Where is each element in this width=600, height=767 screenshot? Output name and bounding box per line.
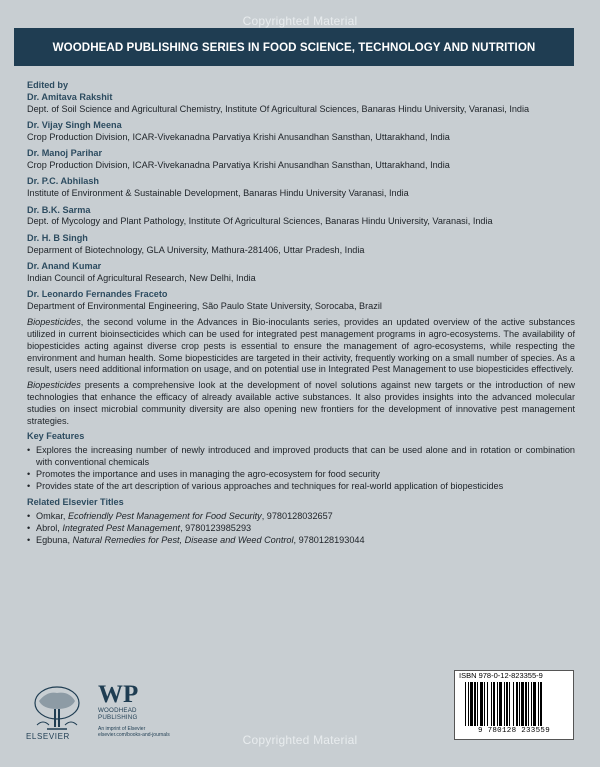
related-titles-list [27, 511, 575, 546]
related-isbn: , 9780128032657 [261, 511, 333, 522]
description-paragraph-1 [27, 317, 575, 376]
watermark-top: Copyrighted Material [242, 14, 358, 28]
editor-name: Dr. Anand Kumar [27, 260, 102, 271]
editor-item [27, 261, 575, 285]
key-feature-item: • Promotes the importance and uses in managing the agro-ecosystem for food security [27, 469, 575, 481]
related-title: Natural Remedies for Pest, Disease and Weed Control [72, 534, 294, 545]
description-paragraph-2 [27, 380, 575, 427]
editor-name: Dr. P.C. Abhilash [27, 176, 100, 187]
editor-item [27, 92, 575, 116]
imprint-line2: elsevier.com/books-and-journals [98, 731, 170, 738]
editor-affiliation: Crop Production Division, ICAR-Vivekanadna Parvatiya Krishi Anusandhan Sansthan, Uttarakhand, India [27, 159, 450, 170]
related-isbn: , 9780123985293 [180, 523, 252, 534]
book-title-italic: Biopesticides [27, 380, 81, 391]
wp-logo-text: WP [98, 681, 139, 708]
editor-affiliation: Indian Council of Agricultural Research, New Delhi, India [27, 272, 256, 283]
editor-affiliation: Dept. of Mycology and Plant Pathology, Institute Of Agricultural Sciences, Banaras Hindu University, Varanasi, India [27, 216, 493, 227]
editor-item [27, 289, 575, 313]
wp-name-line1: WOODHEAD [98, 707, 137, 714]
barcode-number: 9 780128 233559 [477, 727, 550, 735]
editor-affiliation: Institute of Environment & Sustainable Development, Banaras Hindu University Varanasi, India [27, 188, 409, 199]
related-author: Egbuna, [36, 534, 73, 545]
elsevier-wordmark: ELSEVIER [26, 732, 70, 741]
related-isbn: , 9780128193044 [293, 534, 365, 545]
editor-affiliation: Dept. of Soil Science and Agricultural Chemistry, Institute Of Agricultural Sciences, Banaras Hindu University, Varanasi, India [27, 103, 530, 114]
isbn-label: ISBN 978-0-12-823355-9 [459, 671, 543, 680]
key-feature-item: • Provides state of the art description of various approaches and techniques for real-world application of biopesticides [27, 481, 575, 493]
woodhead-logo [98, 683, 178, 738]
related-titles-heading: Related Elsevier Titles [27, 497, 124, 508]
book-title-italic: Biopesticides [27, 317, 81, 328]
wp-name-line2: PUBLISHING [98, 714, 138, 722]
isbn-barcode-box [454, 670, 574, 740]
barcode-icon [463, 682, 567, 728]
related-title-item [27, 535, 575, 547]
editor-item [27, 205, 575, 229]
key-features-heading: Key Features [27, 431, 85, 442]
content-area [27, 80, 575, 547]
editors-list [27, 92, 575, 313]
related-title: Ecofriendly Pest Management for Food Security [67, 511, 262, 522]
editor-affiliation: Crop Production Division, ICAR-Vivekanadna Parvatiya Krishi Anusandhan Sansthan, Uttarakhand, India [27, 131, 450, 142]
editor-name: Dr. Leonardo Fernandes Fraceto [27, 289, 168, 300]
editor-item [27, 120, 575, 144]
key-feature-item: • Explores the increasing number of newly introduced and improved products that can be used alone and in rotation or combination with conventional chemicals [27, 445, 575, 469]
editor-name: Dr. Vijay Singh Meena [27, 119, 122, 130]
editor-name: Dr. Manoj Parihar [27, 148, 103, 159]
editor-name: Dr. H. B Singh [27, 232, 88, 243]
editor-item [27, 148, 575, 172]
editor-name: Dr. B.K. Sarma [27, 204, 91, 215]
imprint-line1: An imprint of Elsevier [98, 725, 146, 732]
series-title-bar [14, 28, 574, 66]
related-title: Integrated Pest Management [62, 523, 181, 534]
editor-item [27, 176, 575, 200]
key-features-list [27, 445, 575, 492]
paragraph-text: presents a comprehensive look at the development of novel solutions against new targets or the introduction of new technologies that enhance the efficacy of already available active substances. It also provides insights into the advanced molecular studies on insect microbial community diversity are also opening new frontiers for the development of innovative pest management strategies. [27, 380, 575, 426]
editor-item [27, 233, 575, 257]
related-title-item [27, 523, 575, 535]
editor-affiliation: Department of Environmental Engineering, São Paulo State University, Sorocaba, Brazil [27, 300, 382, 311]
series-title: WOODHEAD PUBLISHING SERIES IN FOOD SCIENCE, TECHNOLOGY AND NUTRITION [52, 40, 536, 54]
paragraph-text: , the second volume in the Advances in Bio-inoculants series, provides an updated overview of the active substances utilized in current bioinsecticides which can be used for integrated pest management programs in agro-ecosystems. The availability of biopesticides acting against diverse crop pests is essential to ensure the management of agro-ecosystems, while respecting the environment and human health. Some biopesticides are targeted in their activity, frequently working on a small number of species. As a result, users need additional information on usage, and on potential use in Integrated Pest Management to use biopesticides effectively. [27, 317, 575, 375]
related-title-item [27, 511, 575, 523]
editor-affiliation: Deparment of Biotechnology, GLA University, Mathura-281406, Uttar Pradesh, India [27, 244, 365, 255]
editor-name: Dr. Amitava Rakshit [27, 91, 113, 102]
related-author: Abrol, [36, 523, 63, 534]
edited-by-label: Edited by [27, 80, 69, 90]
related-author: Omkar, [36, 511, 68, 522]
watermark-bottom: Copyrighted Material [242, 733, 358, 747]
